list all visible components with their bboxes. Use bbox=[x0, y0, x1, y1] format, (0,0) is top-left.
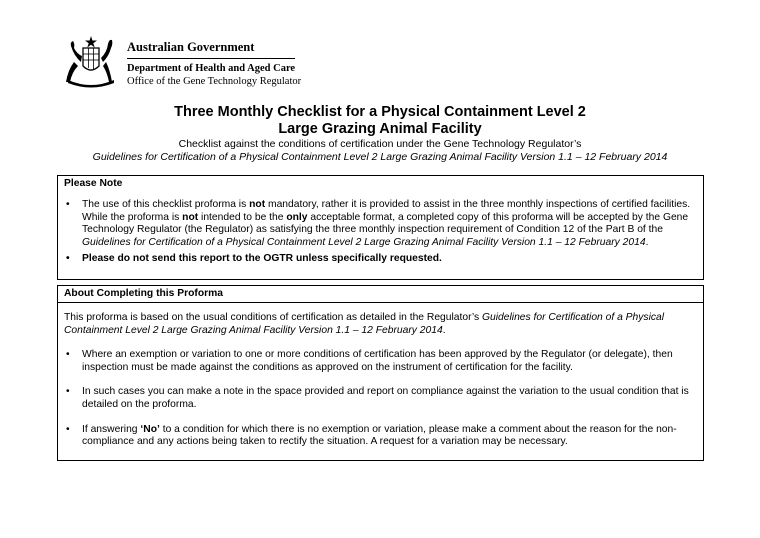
please-note-bullet-2: • Please do not send this report to the OGTR unless specifically requested. bbox=[64, 253, 697, 266]
government-text bbox=[127, 40, 327, 88]
please-note-box bbox=[57, 175, 704, 280]
about-paragraph: This proforma is based on the usual conditions of certification as detailed in the Regulator’s Guidelines for Certification of a Physical Containment Level 2 Large Grazing Animal Facility Version 1.1 – 12 February 2014. bbox=[64, 312, 665, 336]
please-note-bullet-1: • The use of this checklist proforma is not mandatory, rather it is provided to assist in the three monthly inspections of certified facilities. While the proforma is not intended to be the only acceptable format, a completed copy of this proforma will be accepted by the Gene Technology Regulator (the Regulator) as satisfying the three monthly inspection requirement of Condition 12 of the Part B of the Guidelines for Certification of a Physical Containment Level 2 Large Grazing Animal Facility Version 1.1 – 12 February 2014. bbox=[64, 199, 697, 249]
document-title-line-1: Three Monthly Checklist for a Physical Containment Level 2 bbox=[174, 104, 586, 120]
guidelines-reference: Guidelines for Certification of a Physical Containment Level 2 Large Grazing Animal Facility Version 1.1 – 12 February 2014 bbox=[92, 150, 668, 163]
document-subtitle: Checklist against the conditions of certification under the Gene Technology Regulator’s bbox=[178, 138, 582, 150]
header-divider bbox=[127, 58, 295, 59]
department-name: Department of Health and Aged Care bbox=[127, 63, 296, 74]
office-name: Office of the Gene Technology Regulator bbox=[127, 76, 302, 87]
about-proforma-heading: About Completing this Proforma bbox=[58, 286, 703, 303]
about-bullet-2: • In such cases you can make a note in the space provided and report on compliance against the variation to the usual condition that is detailed on the proforma. bbox=[64, 386, 697, 411]
about-bullet-3: • If answering ‘No’ to a condition for which there is no exemption or variation, please make a comment about the reason for the non-compliance and any actions being taken to rectify the situation. A request for a variation may be necessary. bbox=[64, 424, 697, 449]
about-bullet-1: • Where an exemption or variation to one or more conditions of certification has been approved by the Regulator (or delegate), then inspection must be made against the conditions as approved on the instrument of certification for the facility. bbox=[64, 349, 697, 374]
please-note-heading: Please Note bbox=[64, 178, 123, 189]
title-block bbox=[40, 104, 720, 163]
government-name: Australian Government bbox=[127, 40, 255, 54]
about-proforma-box bbox=[57, 285, 704, 461]
document-title-line-2: Large Grazing Animal Facility bbox=[278, 121, 482, 137]
coat-of-arms-logo bbox=[62, 32, 120, 90]
government-header bbox=[62, 32, 322, 92]
